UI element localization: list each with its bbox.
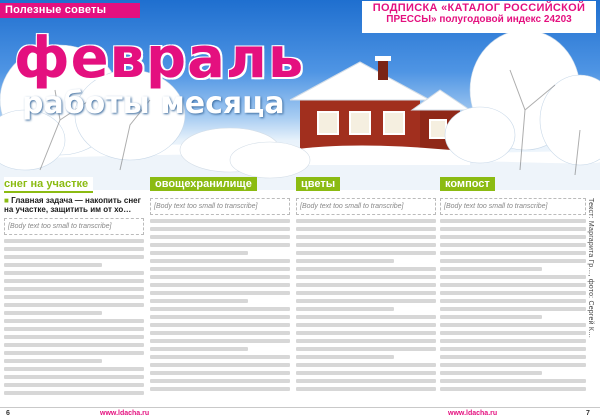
- body-placeholder: [Body text too small to transcribe]: [150, 198, 290, 215]
- body-text-lines: [440, 219, 586, 391]
- house-illustration: [290, 56, 470, 165]
- column-title: овощехранилище: [150, 177, 257, 191]
- body-placeholder: [Body text too small to transcribe]: [4, 218, 144, 235]
- body-text-lines: [296, 219, 436, 391]
- column-compost: [440, 174, 586, 406]
- section-tag: Полезные советы: [0, 3, 140, 18]
- promo-line-2: ПРЕССЫ» полугодовой индекс 24203: [386, 14, 572, 25]
- column-flowers: [296, 174, 436, 406]
- website-link-left[interactable]: www.ldacha.ru: [100, 410, 150, 417]
- body-text-lines: [150, 219, 290, 391]
- page-footer: [0, 407, 600, 420]
- column-storage: [150, 174, 290, 406]
- page-number-left: 6: [6, 410, 10, 417]
- column-snow: [4, 174, 144, 406]
- article-subhead: работы месяца: [22, 86, 285, 121]
- column-title: снег на участке: [4, 177, 93, 193]
- column-title: компост: [440, 177, 495, 191]
- column-lead: [4, 196, 144, 214]
- article-credit: Текст: Маргарита Гр…, фото: Сергей К…: [587, 198, 594, 339]
- subscription-promo: [362, 1, 596, 33]
- bullet-icon: ■: [4, 196, 12, 205]
- column-lead-text: Главная задача — накопить снег на участке, защитить им от хо…: [4, 196, 141, 214]
- body-placeholder: [Body text too small to transcribe]: [440, 198, 586, 215]
- page-number-right: 7: [586, 410, 590, 417]
- winter-house-photo: [0, 0, 600, 190]
- article-headline: февраль: [14, 26, 305, 91]
- website-link-right[interactable]: www.ldacha.ru: [448, 410, 498, 417]
- body-placeholder: [Body text too small to transcribe]: [296, 198, 436, 215]
- promo-line-1: ПОДПИСКА «КАТАЛОГ РОССИЙСКОЙ: [372, 2, 586, 14]
- body-text-lines: [4, 239, 144, 395]
- column-title: цветы: [296, 177, 340, 191]
